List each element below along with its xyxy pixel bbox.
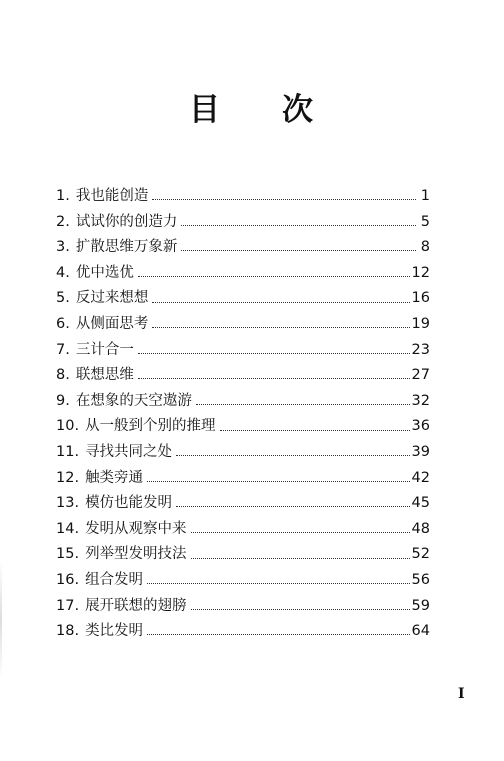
toc-entry-number: 4. — [56, 264, 70, 281]
dot-leader — [191, 609, 410, 610]
toc-entry-page: 19 — [411, 315, 430, 332]
toc-entry[interactable] — [56, 466, 430, 492]
toc-entry[interactable] — [56, 184, 430, 210]
toc-entry-number: 17. — [56, 597, 80, 614]
toc-entry[interactable] — [56, 440, 430, 466]
toc-entry-page: 32 — [411, 392, 430, 409]
toc-entry[interactable] — [56, 414, 430, 440]
dot-leader — [147, 481, 409, 482]
toc-entry-page: 12 — [411, 264, 430, 281]
toc-entry-page: 45 — [411, 495, 430, 512]
toc-entry[interactable] — [56, 491, 430, 517]
dot-leader — [181, 250, 416, 251]
toc-entry-title: 发明从观察中来 — [85, 520, 187, 537]
dot-leader — [152, 302, 409, 303]
dot-leader — [220, 430, 410, 431]
toc-entry-title: 试试你的创造力 — [75, 213, 178, 230]
toc-entry[interactable] — [56, 261, 430, 287]
toc-entry-number: 7. — [56, 341, 70, 358]
toc-entry-title: 组合发明 — [85, 571, 144, 588]
dot-leader — [181, 225, 416, 226]
toc-entry-page: 8 — [420, 239, 430, 256]
dot-leader — [138, 378, 410, 379]
toc-entry-page: 39 — [411, 443, 430, 460]
toc-entry-number: 6. — [56, 315, 70, 332]
toc-entry-title: 三计合一 — [75, 341, 134, 358]
toc-entry-title: 寻找共同之处 — [85, 443, 173, 460]
toc-entry-title: 展开联想的翅膀 — [85, 597, 187, 614]
toc-entry-title: 在想象的天空遨游 — [75, 392, 192, 409]
toc-entry-page: 48 — [411, 520, 430, 537]
toc-entry-title: 列举型发明技法 — [85, 546, 187, 563]
toc-entry-number: 11. — [56, 443, 80, 460]
toc-entry[interactable] — [56, 619, 430, 645]
toc-entry-number: 1. — [56, 188, 70, 204]
toc-entry-number: 13. — [56, 495, 80, 512]
dot-leader — [191, 532, 410, 533]
toc-entry-page: 64 — [411, 623, 430, 640]
toc-entry[interactable] — [56, 568, 430, 594]
toc-entry-number: 2. — [56, 213, 70, 230]
toc-entry[interactable] — [56, 312, 430, 338]
dot-leader — [196, 404, 410, 405]
toc-entry-page: 16 — [411, 290, 430, 307]
dot-leader — [191, 558, 410, 559]
toc-entry-title: 模仿也能发明 — [85, 495, 173, 512]
page-title — [0, 84, 504, 129]
toc-entry-page: 36 — [411, 418, 430, 435]
toc-entry-number: 3. — [56, 239, 70, 256]
toc-entry[interactable] — [56, 594, 430, 620]
toc-entry-number: 14. — [56, 520, 80, 537]
toc-entry-number: 10. — [56, 418, 80, 435]
toc-entry-number: 16. — [56, 571, 80, 588]
toc-entry-title: 联想思维 — [75, 367, 134, 384]
dot-leader — [176, 455, 409, 456]
toc-entry-number: 9. — [56, 392, 70, 409]
toc-entry-title: 反过来想想 — [75, 290, 149, 307]
toc-entry-title: 优中选优 — [75, 264, 134, 281]
toc-entry-title: 扩散思维万象新 — [75, 239, 178, 256]
toc-entry-page: 5 — [420, 213, 430, 230]
toc-entry-title: 类比发明 — [85, 623, 144, 640]
toc-entry-page: 42 — [411, 469, 430, 486]
toc-entry-page: 52 — [411, 546, 430, 563]
toc-entry-number: 18. — [56, 623, 80, 640]
toc-entry[interactable] — [56, 542, 430, 568]
scan-edge-shadow — [0, 560, 2, 680]
toc-entry-number: 12. — [56, 469, 80, 486]
table-of-contents — [56, 184, 430, 645]
dot-leader — [147, 583, 409, 584]
toc-entry-number: 5. — [56, 290, 70, 307]
toc-entry[interactable] — [56, 286, 430, 312]
toc-entry-page: 27 — [411, 367, 430, 384]
toc-entry[interactable] — [56, 210, 430, 236]
toc-entry-page: 59 — [411, 597, 430, 614]
title-char-1: 目 — [189, 92, 222, 128]
toc-entry[interactable] — [56, 389, 430, 415]
page-number: I — [458, 686, 465, 702]
dot-leader — [147, 634, 409, 635]
toc-entry[interactable] — [56, 517, 430, 543]
toc-entry-number: 8. — [56, 367, 70, 384]
toc-entry-number: 15. — [56, 546, 80, 563]
toc-entry-title: 从一般到个别的推理 — [85, 418, 216, 435]
dot-leader — [152, 327, 409, 328]
toc-entry[interactable] — [56, 338, 430, 364]
toc-entry-page: 56 — [411, 571, 430, 588]
toc-entry-title: 从侧面思考 — [75, 315, 149, 332]
toc-entry[interactable] — [56, 235, 430, 261]
toc-entry-page: 23 — [411, 341, 430, 358]
toc-entry-title: 我也能创造 — [75, 188, 149, 204]
dot-leader — [152, 199, 416, 200]
dot-leader — [138, 276, 410, 277]
toc-entry-page: 1 — [420, 188, 430, 204]
toc-entry[interactable] — [56, 363, 430, 389]
dot-leader — [176, 506, 409, 507]
toc-entry-title: 触类旁通 — [85, 469, 144, 486]
title-char-2: 次 — [282, 92, 315, 128]
dot-leader — [138, 353, 410, 354]
